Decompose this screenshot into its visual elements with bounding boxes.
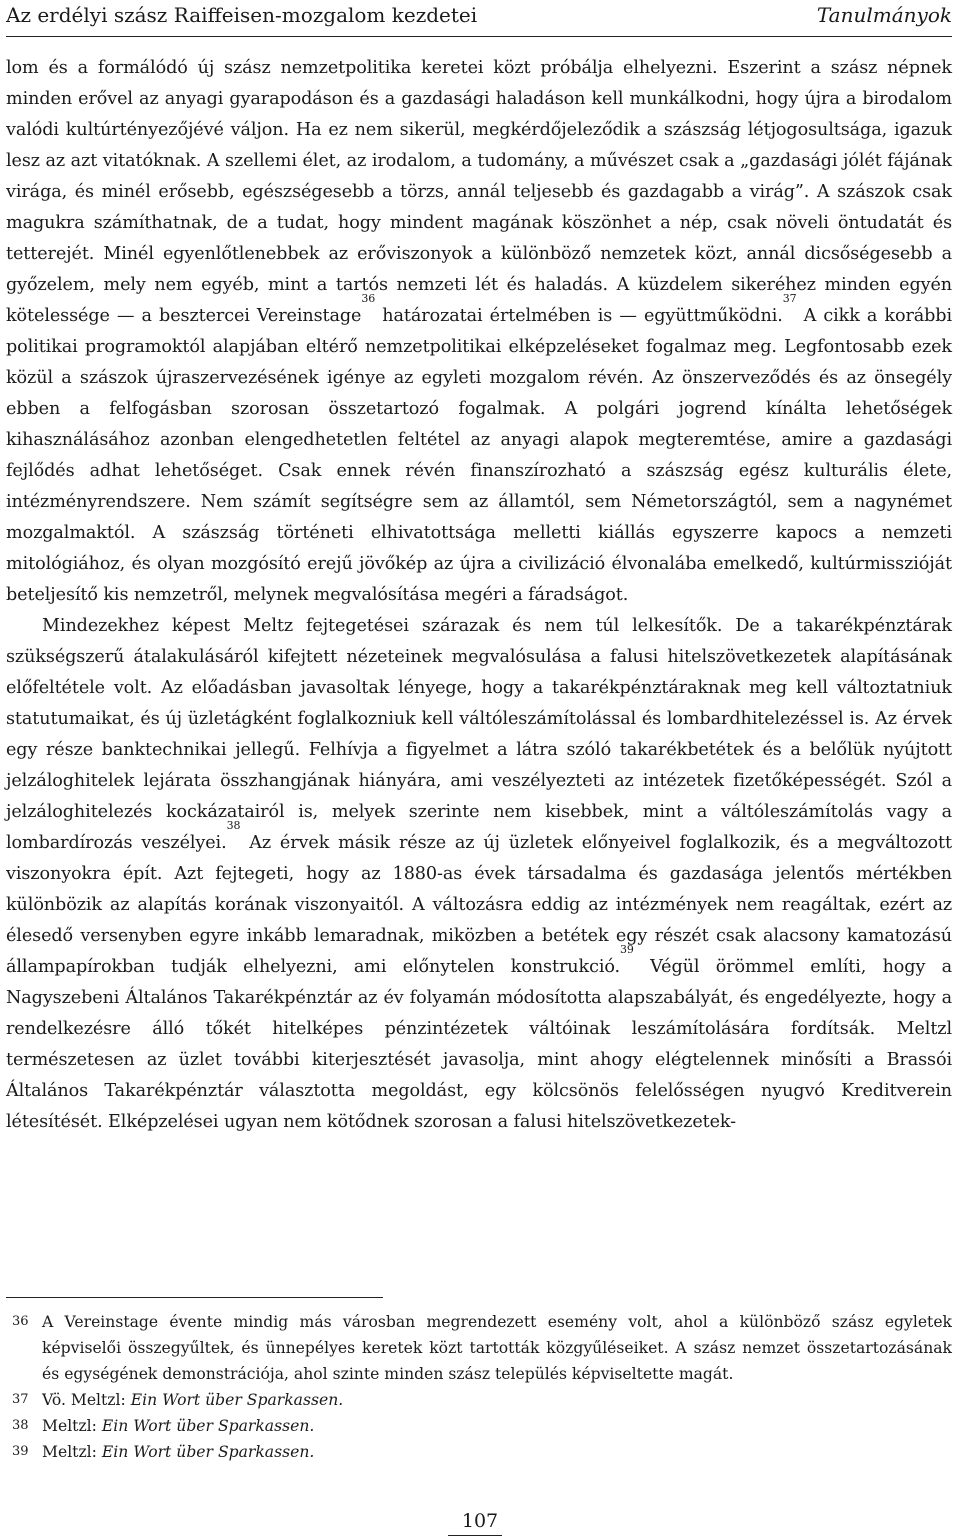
body-text xyxy=(6,53,952,1138)
paragraph-text: határozatai értelmében is — együttműködni. xyxy=(375,306,783,326)
paragraph-text: Mindezekhez képest Meltz fejtegetései szárazak és nem túl lelkesítők. De a takarékpénztárak szükségszerű átalakulásáról kifejtett nézeteinek megvalósulása a falusi hitelszövetkezetek alapításának előfeltétele volt. Az előadásban javasoltak lényege, hogy a takarékpénztáraknak meg kell változtatniuk statutumaikat, és új üzletágként foglalkozniuk kell váltóleszámítolással és lombardhitelezéssel is. Az érvek egy része banktechnikai jellegű. Felhívja a figyelmet a látra szóló takarékbetétek és a belőlük nyújtott jelzáloghitelek lejárata összhangjának hiányára, ami veszélyezteti az intézetek fizetőképességét. Szól a jelzáloghitelezés kockázatairól is, melyek szerinte nem kisebbek, mint a váltóleszámítolás vagy a lombardírozás veszélyei. xyxy=(6,616,952,853)
footnote-citation-author: Vö. Meltzl: xyxy=(42,1391,131,1409)
paragraph xyxy=(6,611,952,1138)
paragraph-text: Végül örömmel említi, hogy a Nagyszebeni Általános Takarékpénztár az év folyamán módosította alapszabályát, és engedélyezte, hogy a rendelkezésre álló tőkét hitelképes pénzintézetek váltóinak leszámítolására fordítsák. Meltzl természetesen az üzlet további kiterjesztését javasolja, mint ahogy elégtelennek minősíti a Brassói Általános Takarékpénztár választotta megoldást, egy kölcsönös felelősségen nyugvó Kreditverein létesítését. Elképzelései ugyan nem kötődnek szorosan a falusi hitelszövetkezetek- xyxy=(6,957,952,1132)
footnote-citation-title: Ein Wort über Sparkassen. xyxy=(130,1391,344,1409)
footnote-separator xyxy=(6,1297,383,1298)
footnote-reference: 36 xyxy=(361,292,376,305)
footnote-citation-title: Ein Wort über Sparkassen. xyxy=(101,1417,315,1435)
page-number: 107 xyxy=(461,1510,499,1532)
footnote-number: 39 xyxy=(12,1444,29,1459)
paragraph-text: lom és a formálódó új szász nemzetpolitika keretei közt próbálja elhelyezni. Eszerint a szász népnek minden erővel az anyagi gyarapodáson és a gazdasági haladáson kell munkálkodni, hogy újra a birodalom valódi kultúrtényezőjévé váljon. Ha ez nem sikerül, megkérdőjeleződik a szászság létjogosultsága, igazuk lesz az azt vitatóknak. A szellemi élet, az irodalom, a tudomány, a művészet csak a „gazdasági jólét fájának virága, és minél erősebb, egészségesebb a törzs, annál teljesebb és gazdagabb a virág”. A szászok csak magukra számíthatnak, de a tudat, hogy mindent magának köszönhet a nép, csak növeli öntudatát és tetterejét. Minél egyenlőtlenebbek az erőviszonyok a különböző nemzetek közt, annál dicsőségesebb a győzelem, mely nem egyéb, mint a tartós nemzeti lét és haladás. A küzdelem sikeréhez minden egyén kötelessége — a besztercei Vereinstage xyxy=(6,58,952,326)
running-header xyxy=(6,0,952,37)
section-label: Tanulmányok xyxy=(816,3,952,27)
footnote-reference: 37 xyxy=(782,292,797,305)
footnote-reference: 39 xyxy=(620,943,634,956)
footnotes xyxy=(6,1309,952,1465)
footnote-citation-author: Meltzl: xyxy=(42,1443,102,1461)
footnote-citation-author: Meltzl: xyxy=(42,1417,102,1435)
footnote-number: 38 xyxy=(12,1418,29,1433)
paragraph-text: Az érvek másik része az új üzletek előnyeivel foglalkozik, és a megváltozott viszonyokra épít. Azt fejtegeti, hogy az 1880-as évek társadalma és gazdasága jelentős mértékben különbözik az alapítás korának viszonyaitól. A változásra eddig az intézmények nem reagáltak, ezért az élesedő versenyben egyre inkább lemaradnak, miközben a betétek egy részét csak alacsony kamatozású állampapírokban tudják elhelyezni, ami előnytelen konstrukció. xyxy=(6,833,952,977)
footnote xyxy=(6,1387,952,1413)
paragraph-text: A cikk a korábbi politikai programoktól alapjában eltérő nemzetpolitikai elképzeléseket fogalmaz meg. Legfontosabb ezek közül a szászok újraszervezésének igénye az egyleti mozgalom révén. Az önszerveződés és az önsegély ebben a felfogásban szorosan összetartozó fogalmak. A polgári jogrend kínálta lehetőségek kihasználásához azonban elengedhetetlen feltétel az anyagi alapok megteremtése, amire a gazdasági fejlődés adhat lehetőséget. Csak ennek révén finanszírozható a szászság egész kulturális élete, intézményrendszere. Nem számít segítségre sem az államtól, sem Németországtól, sem a nagynémet mozgalmaktól. A szászság történeti elhivatottsága melletti kiállás egyszerre kapocs a nemzeti mitológiához, és olyan mozgósító erejű jövőkép az újra a civilizáció élvonalába emelkedő, kultúrmisszióját beteljesítő kis nemzetről, melynek megvalósítása megéri a fáradságot. xyxy=(6,306,952,605)
footnote xyxy=(6,1413,952,1439)
footnote xyxy=(6,1439,952,1465)
footnote-number: 37 xyxy=(12,1392,29,1407)
paragraph xyxy=(6,53,952,611)
footnote-citation-title: Ein Wort über Sparkassen. xyxy=(101,1443,315,1461)
running-title: Az erdélyi szász Raiffeisen-mozgalom kezdetei xyxy=(6,3,478,27)
footnote-text: A Vereinstage évente mindig más városban megrendezett esemény volt, ahol a különböző szász egyletek képviselői összegyűltek, és ünnepélyes keretek közt tartották közgyűléseiket. A szász nemzet összetartozásának és egységének demonstrációja, ahol szinte minden szász település képviseltette magát. xyxy=(42,1313,952,1383)
footnote-reference: 38 xyxy=(226,819,241,832)
page-number-underline xyxy=(448,1535,502,1536)
footnote xyxy=(6,1309,952,1387)
footnote-number: 36 xyxy=(12,1314,29,1329)
